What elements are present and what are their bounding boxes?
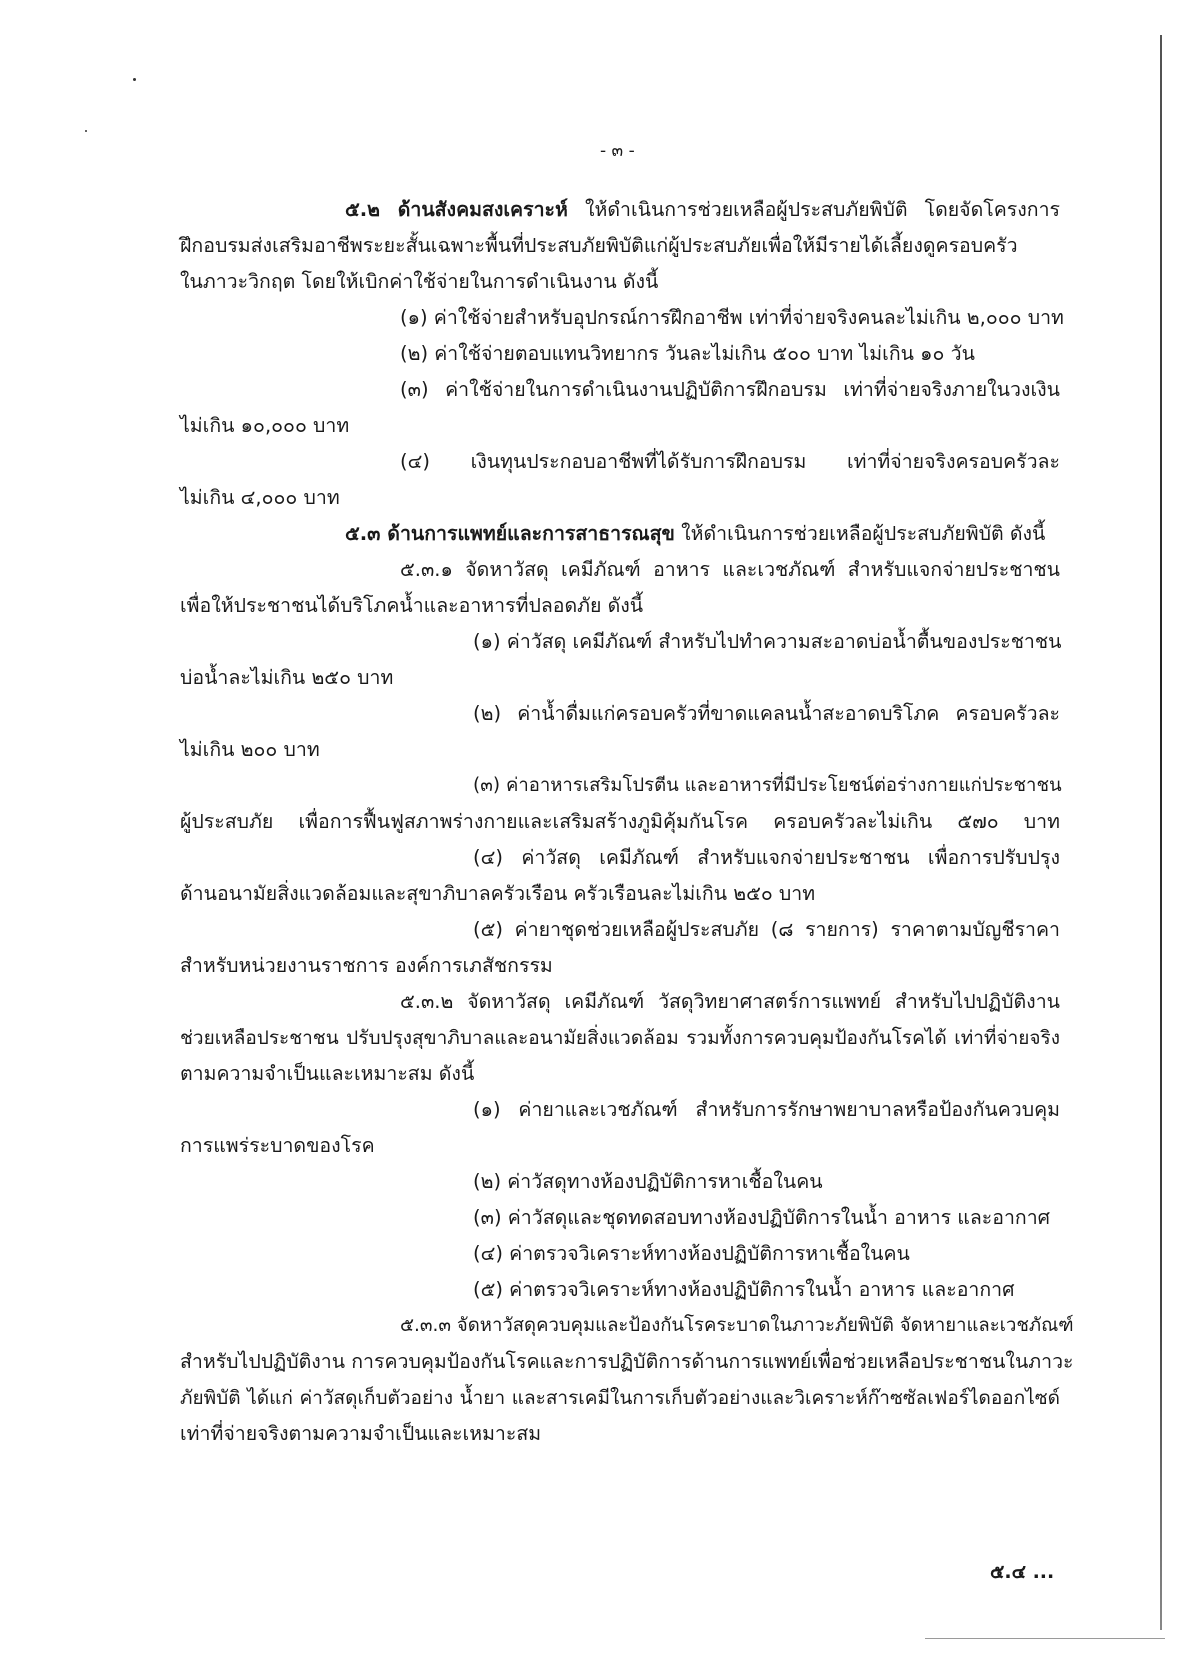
- section-intro-text: ให้ดำเนินการช่วยเหลือผู้ประสบภัยพิบัติ ดังนี้: [681, 522, 1046, 545]
- list-item-continuation: ไม่เกิน ๑๐,๐๐๐ บาท: [180, 414, 350, 437]
- list-item: (๒) ค่าน้ำดื่มแก่ครอบครัวที่ขาดแคลนน้ำสะอาดบริโภค ครอบครัวละ: [473, 702, 1060, 725]
- paragraph-line: เพื่อให้ประชาชนได้บริโภคน้ำและอาหารที่ปลอดภัย ดังนี้: [180, 594, 644, 617]
- list-item: (๔) ค่าวัสดุ เคมีภัณฑ์ สำหรับแจกจ่ายประชาชน เพื่อการปรับปรุง: [473, 846, 1060, 869]
- list-item-continuation: การแพร่ระบาดของโรค: [180, 1134, 375, 1157]
- list-item: (๓) ค่าใช้จ่ายในการดำเนินงานปฏิบัติการฝึกอบรม เท่าที่จ่ายจริงภายในวงเงิน: [400, 378, 1060, 401]
- list-item: (๓) ค่าวัสดุและชุดทดสอบทางห้องปฏิบัติการในน้ำ อาหาร และอากาศ: [473, 1206, 1051, 1229]
- next-page-reference: ๕.๔ ...: [990, 1561, 1055, 1583]
- list-item: (๔) ค่าตรวจวิเคราะห์ทางห้องปฏิบัติการหาเชื้อในคน: [473, 1242, 910, 1265]
- scan-speck: [85, 130, 87, 132]
- list-item: (๒) ค่าใช้จ่ายตอบแทนวิทยากร วันละไม่เกิน ๕๐๐ บาท ไม่เกิน ๑๐ วัน: [400, 342, 975, 365]
- section-heading: ๕.๒ ด้านสังคมสงเคราะห์: [345, 198, 568, 221]
- list-item-continuation: ผู้ประสบภัย เพื่อการฟื้นฟูสภาพร่างกายและเสริมสร้างภูมิคุ้มกันโรค ครอบครัวละไม่เกิน ๕๗๐ บาท: [180, 810, 1060, 833]
- list-item-continuation: บ่อน้ำละไม่เกิน ๒๕๐ บาท: [180, 666, 394, 689]
- list-item-continuation: ด้านอนามัยสิ่งแวดล้อมและสุขาภิบาลครัวเรือน ครัวเรือนละไม่เกิน ๒๕๐ บาท: [180, 882, 816, 905]
- paragraph-line: สำหรับไปปฏิบัติงาน การควบคุมป้องกันโรคและการปฏิบัติการด้านการแพทย์เพื่อช่วยเหลือประชาชนในภาวะ: [180, 1350, 1074, 1373]
- list-item: (๕) ค่าตรวจวิเคราะห์ทางห้องปฏิบัติการในน้ำ อาหาร และอากาศ: [473, 1278, 1015, 1301]
- section-5-3-intro: [345, 520, 1045, 548]
- list-item: (๔) เงินทุนประกอบอาชีพที่ได้รับการฝึกอบรม เท่าที่จ่ายจริงครอบครัวละ: [400, 450, 1060, 473]
- subsection-5-3-2: ๕.๓.๒ จัดหาวัสดุ เคมีภัณฑ์ วัสดุวิทยาศาสตร์การแพทย์ สำหรับไปปฏิบัติงาน: [400, 990, 1060, 1013]
- list-item: (๑) ค่ายาและเวชภัณฑ์ สำหรับการรักษาพยาบาลหรือป้องกันควบคุม: [473, 1098, 1060, 1121]
- list-item: (๓) ค่าอาหารเสริมโปรตีน และอาหารที่มีประโยชน์ต่อร่างกายแก่ประชาชน: [473, 775, 1062, 796]
- list-item: (๑) ค่าใช้จ่ายสำหรับอุปกรณ์การฝึกอาชีพ เท่าที่จ่ายจริงคนละไม่เกิน ๒,๐๐๐ บาท: [400, 306, 1064, 329]
- subsection-5-3-1: ๕.๓.๑ จัดหาวัสดุ เคมีภัณฑ์ อาหาร และเวชภัณฑ์ สำหรับแจกจ่ายประชาชน: [400, 558, 1060, 581]
- subsection-5-3-3: ๕.๓.๓ จัดหาวัสดุควบคุมและป้องกันโรคระบาดในภาวะภัยพิบัติ จัดหายาและเวชภัณฑ์: [400, 1315, 1074, 1336]
- paragraph-line: ฝึกอบรมส่งเสริมอาชีพระยะสั้นเฉพาะพื้นที่ประสบภัยพิบัติแก่ผู้ประสบภัยเพื่อให้มีรายได้เลี้ยงดูครอบครัว: [180, 234, 1018, 257]
- paragraph-line: ในภาวะวิกฤต โดยให้เบิกค่าใช้จ่ายในการดำเนินงาน ดังนี้: [180, 270, 659, 293]
- section-heading: ๕.๓ ด้านการแพทย์และการสาธารณสุข: [345, 522, 675, 545]
- paragraph-line: ช่วยเหลือประชาชน ปรับปรุงสุขาภิบาลและอนามัยสิ่งแวดล้อม รวมทั้งการควบคุมป้องกันโรคได้ เท่าที่จ่ายจริง: [180, 1027, 1060, 1049]
- section-intro-text: ให้ดำเนินการช่วยเหลือผู้ประสบภัยพิบัติ โดยจัดโครงการ: [584, 198, 1060, 221]
- section-5-2-intro: [345, 196, 1060, 224]
- list-item: (๑) ค่าวัสดุ เคมีภัณฑ์ สำหรับไปทำความสะอาดบ่อน้ำตื้นของประชาชน: [473, 630, 1062, 653]
- list-item: (๕) ค่ายาชุดช่วยเหลือผู้ประสบภัย (๘ รายการ) ราคาตามบัญชีราคา: [473, 918, 1060, 941]
- list-item: (๒) ค่าวัสดุทางห้องปฏิบัติการหาเชื้อในคน: [473, 1170, 823, 1193]
- scan-speck: [133, 78, 136, 81]
- page-number: - ๓ -: [600, 141, 635, 161]
- list-item-continuation: ไม่เกิน ๒๐๐ บาท: [180, 738, 320, 761]
- paragraph-line: เท่าที่จ่ายจริงตามความจำเป็นและเหมาะสม: [180, 1422, 542, 1445]
- list-item-continuation: ไม่เกิน ๔,๐๐๐ บาท: [180, 486, 340, 509]
- scan-edge-bottom: [925, 1638, 1165, 1639]
- paragraph-line: ตามความจำเป็นและเหมาะสม ดังนี้: [180, 1062, 475, 1085]
- scan-edge-right: [1160, 35, 1162, 1630]
- paragraph-line: ภัยพิบัติ ได้แก่ ค่าวัสดุเก็บตัวอย่าง น้ำยา และสารเคมีในการเก็บตัวอย่างและวิเคราะห์ก๊าซซัลเฟอร์ไดออกไซด์: [180, 1387, 1060, 1409]
- list-item-continuation: สำหรับหน่วยงานราชการ องค์การเภสัชกรรม: [180, 954, 553, 977]
